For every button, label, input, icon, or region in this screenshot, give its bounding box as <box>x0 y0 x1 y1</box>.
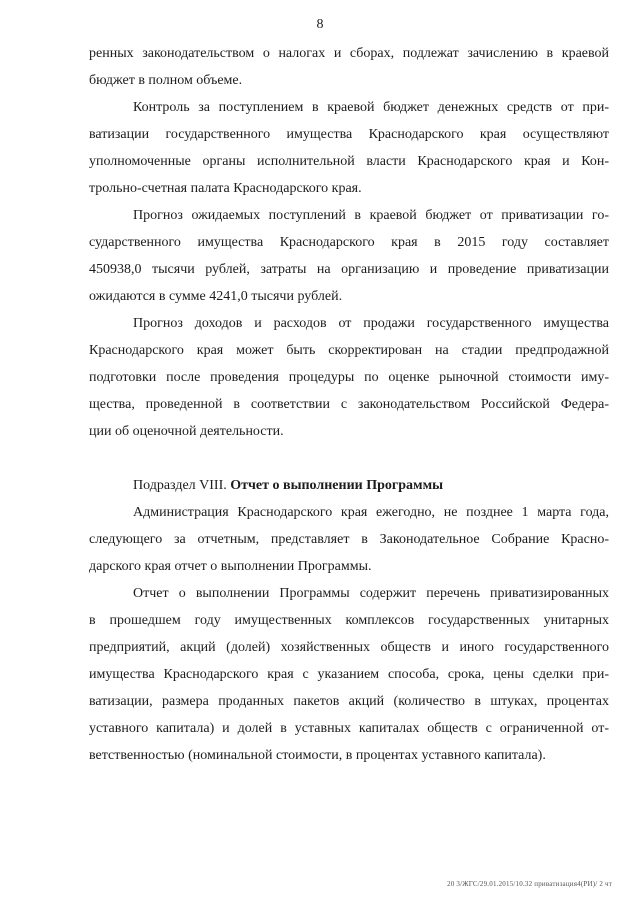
text-line: подготовки после проведения процедуры по оценке рыночной стоимости иму- <box>89 370 609 385</box>
section-heading <box>89 472 609 499</box>
text-line: следующего за отчетным, представляет в Законодательное Собрание Красно- <box>89 532 609 547</box>
text-line: ватизации государственного имущества Краснодарского края осуществляют <box>89 127 609 142</box>
text-line: Прогноз ожидаемых поступлений в краевой бюджет от приватизации го- <box>133 208 609 223</box>
text-line: Краснодарского края может быть скорректирован на стадии предпродажной <box>89 343 609 358</box>
text-line: имущества Краснодарского края с указанием способа, срока, цены сделки при- <box>89 667 609 682</box>
text-line: 450938,0 тысячи рублей, затраты на организацию и проведение приватизации <box>89 262 609 277</box>
paragraph-block-2 <box>89 499 609 769</box>
text-line: уполномоченные органы исполнительной власти Краснодарского края и Кон- <box>89 154 609 169</box>
page-number: 8 <box>316 17 324 32</box>
text-line: предприятий, акций (долей) хозяйственных обществ и иного государственного <box>89 640 609 655</box>
text-line: дарского края отчет о выполнении Программы. <box>89 559 372 574</box>
text-line: щества, проведенной в соответствии с законодательством Российской Федера- <box>89 397 609 412</box>
paragraph-block-1 <box>89 40 609 445</box>
text-line: ренных законодательством о налогах и сборах, подлежат зачислению в краевой <box>89 46 609 61</box>
text-line: уставного капитала) и долей в уставных капиталах обществ с ограниченной от- <box>89 721 609 736</box>
footer-stamp: 20 3/ЖГС/29.01.2015/10.32 приватизация4(РИ)/ 2 чт <box>447 880 612 888</box>
section-heading-prefix: Подраздел VIII. <box>133 478 231 493</box>
text-line: Прогноз доходов и расходов от продажи государственного имущества <box>133 316 609 331</box>
text-line: ожидаются в сумме 4241,0 тысячи рублей. <box>89 289 343 304</box>
text-line: Отчет о выполнении Программы содержит перечень приватизированных <box>133 586 609 601</box>
text-line: в прошедшем году имущественных комплексов государственных унитарных <box>89 613 609 628</box>
text-line: Администрация Краснодарского края ежегодно, не позднее 1 марта года, <box>133 505 609 520</box>
section-heading-title: Отчет о выполнении Программы <box>230 478 444 493</box>
text-line: ватизации, размера проданных пакетов акций (количество в штуках, процентах <box>89 694 609 709</box>
document-body <box>89 40 609 769</box>
text-line: трольно-счетная палата Краснодарского края. <box>89 181 362 196</box>
text-line: сударственного имущества Краснодарского края в 2015 году составляет <box>89 235 609 250</box>
text-line: ветственностью (номинальной стоимости, в процентах уставного капитала). <box>89 748 546 763</box>
text-line: бюджет в полном объеме. <box>89 73 243 88</box>
text-line: ции об оценочной деятельности. <box>89 424 284 439</box>
text-line: Контроль за поступлением в краевой бюджет денежных средств от при- <box>133 100 609 115</box>
